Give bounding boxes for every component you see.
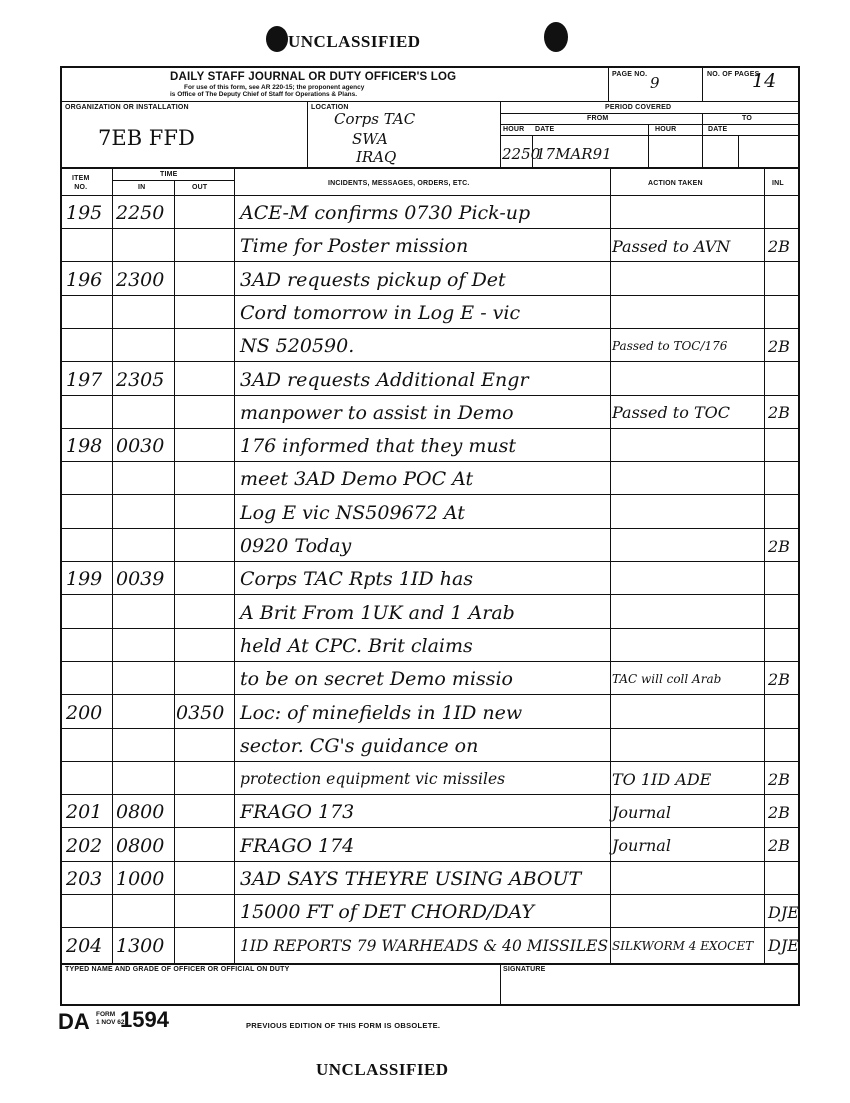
initials: 2B: [768, 536, 790, 556]
form-subtitle-2: is Office of The Deputy Chief of Staff for Operations & Plans.: [170, 91, 358, 98]
item-no: [66, 764, 110, 794]
staff-journal-form: [60, 66, 800, 1006]
initials: 2B: [768, 769, 790, 789]
incident-text: NS 520590.: [240, 335, 355, 358]
time-in: 1000: [116, 868, 165, 890]
time-in: 2300: [116, 268, 165, 291]
time-out: [176, 831, 234, 861]
time-out: 0350: [176, 701, 225, 724]
item-no: [66, 298, 110, 328]
initials: [768, 731, 802, 761]
journal-row: [62, 229, 798, 262]
action-taken: [612, 731, 772, 761]
time-out: [176, 864, 234, 894]
incident-text: FRAGO 174: [240, 834, 355, 857]
action-taken: Journal: [612, 836, 671, 856]
item-no: [66, 331, 110, 361]
action-taken: [612, 198, 772, 228]
time-in: 2250: [116, 202, 165, 224]
journal-row: [62, 496, 798, 529]
incident-text: ACE-M confirms 0730 Pick-up: [240, 202, 531, 224]
journal-row: [62, 929, 798, 962]
item-no: [66, 398, 110, 428]
item-no: [66, 664, 110, 694]
time-in: [116, 464, 174, 494]
organization-value: 7EB FFD: [98, 126, 195, 150]
initials: [768, 298, 802, 328]
item-no: 199: [66, 568, 103, 591]
time-out: [176, 631, 234, 661]
initials: [768, 864, 802, 894]
incident-text: Log E vic NS509672 At: [240, 501, 465, 524]
from-hour-value: 2250: [502, 145, 541, 163]
time-out: [176, 897, 234, 927]
time-out: [176, 797, 234, 827]
initials: 2B: [768, 336, 790, 356]
item-no: 198: [66, 435, 103, 458]
incident-text: manpower to assist in Demo: [240, 401, 514, 424]
time-in: [116, 664, 174, 694]
item-no: [66, 464, 110, 494]
time-in: 2305: [116, 368, 165, 391]
journal-entries: [62, 196, 798, 963]
time-in: 0800: [116, 834, 165, 857]
incident-text: Cord tomorrow in Log E - vic: [240, 301, 521, 324]
journal-row: [62, 629, 798, 662]
form-title: DAILY STAFF JOURNAL OR DUTY OFFICER'S LOG: [170, 71, 457, 83]
item-no-label: ITEM NO.: [72, 175, 90, 191]
time-out: [176, 598, 234, 628]
time-out: [176, 298, 234, 328]
to-hour-label: HOUR: [655, 126, 677, 133]
from-date-value: 17MAR91: [536, 145, 612, 163]
no-of-pages-label: NO. OF PAGES: [707, 71, 760, 78]
action-taken: [612, 698, 772, 728]
time-in: 1300: [116, 934, 165, 957]
initials: [768, 631, 802, 661]
incident-text: FRAGO 173: [240, 801, 355, 824]
journal-row: [62, 895, 798, 928]
initials: [768, 464, 802, 494]
location-line3: IRAQ: [356, 148, 397, 166]
time-in: [116, 764, 174, 794]
location-line2: SWA: [352, 130, 388, 148]
journal-row: [62, 529, 798, 562]
time-out: [176, 231, 234, 261]
out-label: OUT: [192, 184, 208, 191]
action-taken: [612, 498, 772, 528]
to-date-label: DATE: [708, 126, 728, 133]
journal-row: [62, 762, 798, 795]
time-in: [116, 298, 174, 328]
item-no: 197: [66, 368, 103, 391]
action-taken: [612, 564, 772, 594]
from-hour-label: HOUR: [503, 126, 525, 133]
page-no-value: 9: [650, 74, 660, 92]
incident-text: 0920 Today: [240, 535, 352, 557]
item-no: 202: [66, 834, 103, 857]
journal-row: [62, 862, 798, 895]
journal-row: [62, 696, 798, 729]
classification-bottom: UNCLASSIFIED: [316, 1060, 449, 1079]
time-in: [116, 731, 174, 761]
time-out: [176, 564, 234, 594]
incident-text: held At CPC. Brit claims: [240, 634, 473, 657]
item-no: [66, 897, 110, 927]
time-in: [116, 498, 174, 528]
item-no: 200: [66, 701, 103, 724]
time-out: [176, 731, 234, 761]
initials: 2B: [768, 802, 790, 822]
time-in: [116, 531, 174, 561]
journal-row: [62, 596, 798, 629]
initials: [768, 365, 802, 395]
incident-text: meet 3AD Demo POC At: [240, 468, 474, 491]
journal-row: [62, 662, 798, 695]
time-out: [176, 464, 234, 494]
journal-row: [62, 396, 798, 429]
action-taken: [612, 464, 772, 494]
journal-row: [62, 363, 798, 396]
initials: [768, 498, 802, 528]
time-in: [116, 698, 174, 728]
time-out: [176, 398, 234, 428]
incident-text: 3AD requests pickup of Det: [240, 268, 506, 291]
typed-name-label: TYPED NAME AND GRADE OF OFFICER OR OFFICIAL ON DUTY: [65, 966, 290, 973]
time-in: [116, 598, 174, 628]
incident-text: 15000 FT of DET CHORD/DAY: [240, 901, 535, 924]
action-taken-label: ACTION TAKEN: [648, 180, 703, 187]
time-out: [176, 764, 234, 794]
initials: 2B: [768, 236, 790, 256]
incident-text: sector. CG's guidance on: [240, 734, 479, 757]
location-line1: Corps TAC: [334, 110, 416, 128]
classification-top: UNCLASSIFIED: [288, 32, 421, 51]
incident-text: Corps TAC Rpts 1ID has: [240, 568, 474, 591]
initials: 2B: [768, 403, 790, 423]
journal-row: [62, 562, 798, 595]
action-taken: Passed to AVN: [612, 236, 731, 256]
time-in: [116, 631, 174, 661]
scan-blot-right: [544, 22, 568, 52]
incident-text: Loc: of minefields in 1ID new: [240, 701, 523, 724]
scan-blot-left: [266, 26, 288, 52]
journal-row: [62, 462, 798, 495]
form-date: 1 NOV 62: [96, 1019, 125, 1026]
initials: [768, 564, 802, 594]
item-no: [66, 531, 110, 561]
initials: [768, 198, 802, 228]
incident-text: 3AD SAYS THEYRE USING ABOUT: [240, 868, 582, 890]
item-no: 201: [66, 801, 103, 824]
item-no: 195: [66, 202, 103, 224]
time-out: [176, 931, 234, 961]
time-out: [176, 498, 234, 528]
item-no: [66, 631, 110, 661]
form-da: DA: [58, 1009, 90, 1034]
incident-text: protection equipment vic missiles: [240, 770, 506, 789]
form-subtitle-1: For use of this form, see AR 220-15; the proponent agency: [184, 84, 365, 91]
item-no: [66, 731, 110, 761]
journal-row: [62, 829, 798, 862]
action-taken: [612, 365, 772, 395]
in-label: IN: [138, 184, 146, 191]
journal-row: [62, 429, 798, 462]
action-taken: Journal: [612, 802, 671, 822]
journal-row: [62, 196, 798, 229]
item-no: [66, 231, 110, 261]
period-covered-label: PERIOD COVERED: [605, 104, 672, 111]
time-out: [176, 664, 234, 694]
time-in: [116, 231, 174, 261]
action-taken: [612, 598, 772, 628]
time-in: [116, 331, 174, 361]
item-no: [66, 498, 110, 528]
time-out: [176, 365, 234, 395]
time-out: [176, 265, 234, 295]
action-taken: TO 1ID ADE: [612, 769, 712, 789]
initials: [768, 431, 802, 461]
journal-row: [62, 329, 798, 362]
inl-label: INL: [772, 180, 784, 187]
initials: 2B: [768, 669, 790, 689]
no-of-pages-value: 14: [752, 70, 777, 92]
action-taken: [612, 897, 772, 927]
item-no: [66, 598, 110, 628]
incident-text: A Brit From 1UK and 1 Arab: [240, 601, 515, 624]
time-in: 0030: [116, 435, 165, 458]
action-taken: TAC will coll Arab: [612, 672, 722, 687]
form-number: 1594: [120, 1007, 169, 1032]
journal-row: [62, 795, 798, 828]
time-in: 0039: [116, 568, 165, 591]
incidents-label: INCIDENTS, MESSAGES, ORDERS, ETC.: [328, 180, 470, 187]
time-out: [176, 331, 234, 361]
to-label: TO: [742, 115, 752, 122]
location-label: LOCATION: [311, 104, 349, 111]
action-taken: Passed to TOC: [612, 403, 730, 423]
initials: DJE: [768, 902, 799, 922]
journal-row: [62, 729, 798, 762]
incident-text: 1ID REPORTS 79 WARHEADS & 40 MISSILES: [240, 936, 609, 955]
from-date-label: DATE: [535, 126, 555, 133]
page-no-label: PAGE NO.: [612, 71, 648, 78]
time-in: [116, 398, 174, 428]
action-taken: SILKWORM 4 EXOCET: [612, 938, 754, 953]
item-no: 203: [66, 868, 103, 890]
initials: [768, 698, 802, 728]
journal-row: [62, 296, 798, 329]
initials: [768, 598, 802, 628]
initials: DJE: [768, 936, 799, 956]
action-taken: [612, 298, 772, 328]
item-no: 196: [66, 268, 103, 291]
time-label: TIME: [160, 171, 178, 178]
action-taken: [612, 431, 772, 461]
incident-text: to be on secret Demo missio: [240, 668, 513, 691]
previous-edition-note: PREVIOUS EDITION OF THIS FORM IS OBSOLETE.: [246, 1021, 441, 1030]
incident-text: 176 informed that they must: [240, 435, 517, 458]
action-taken: [612, 864, 772, 894]
journal-row: [62, 263, 798, 296]
time-out: [176, 531, 234, 561]
organization-label: ORGANIZATION OR INSTALLATION: [65, 104, 189, 111]
initials: [768, 265, 802, 295]
time-out: [176, 198, 234, 228]
item-no: 204: [66, 934, 103, 957]
action-taken: [612, 631, 772, 661]
signature-label: SIGNATURE: [503, 966, 546, 973]
initials: 2B: [768, 836, 790, 856]
action-taken: Passed to TOC/176: [612, 339, 728, 354]
time-in: 0800: [116, 801, 165, 824]
time-out: [176, 431, 234, 461]
form-word: FORM: [96, 1011, 116, 1018]
time-in: [116, 897, 174, 927]
action-taken: [612, 265, 772, 295]
action-taken: [612, 531, 772, 561]
incident-text: 3AD requests Additional Engr: [240, 368, 529, 391]
from-label: FROM: [587, 115, 609, 122]
incident-text: Time for Poster mission: [240, 235, 469, 258]
